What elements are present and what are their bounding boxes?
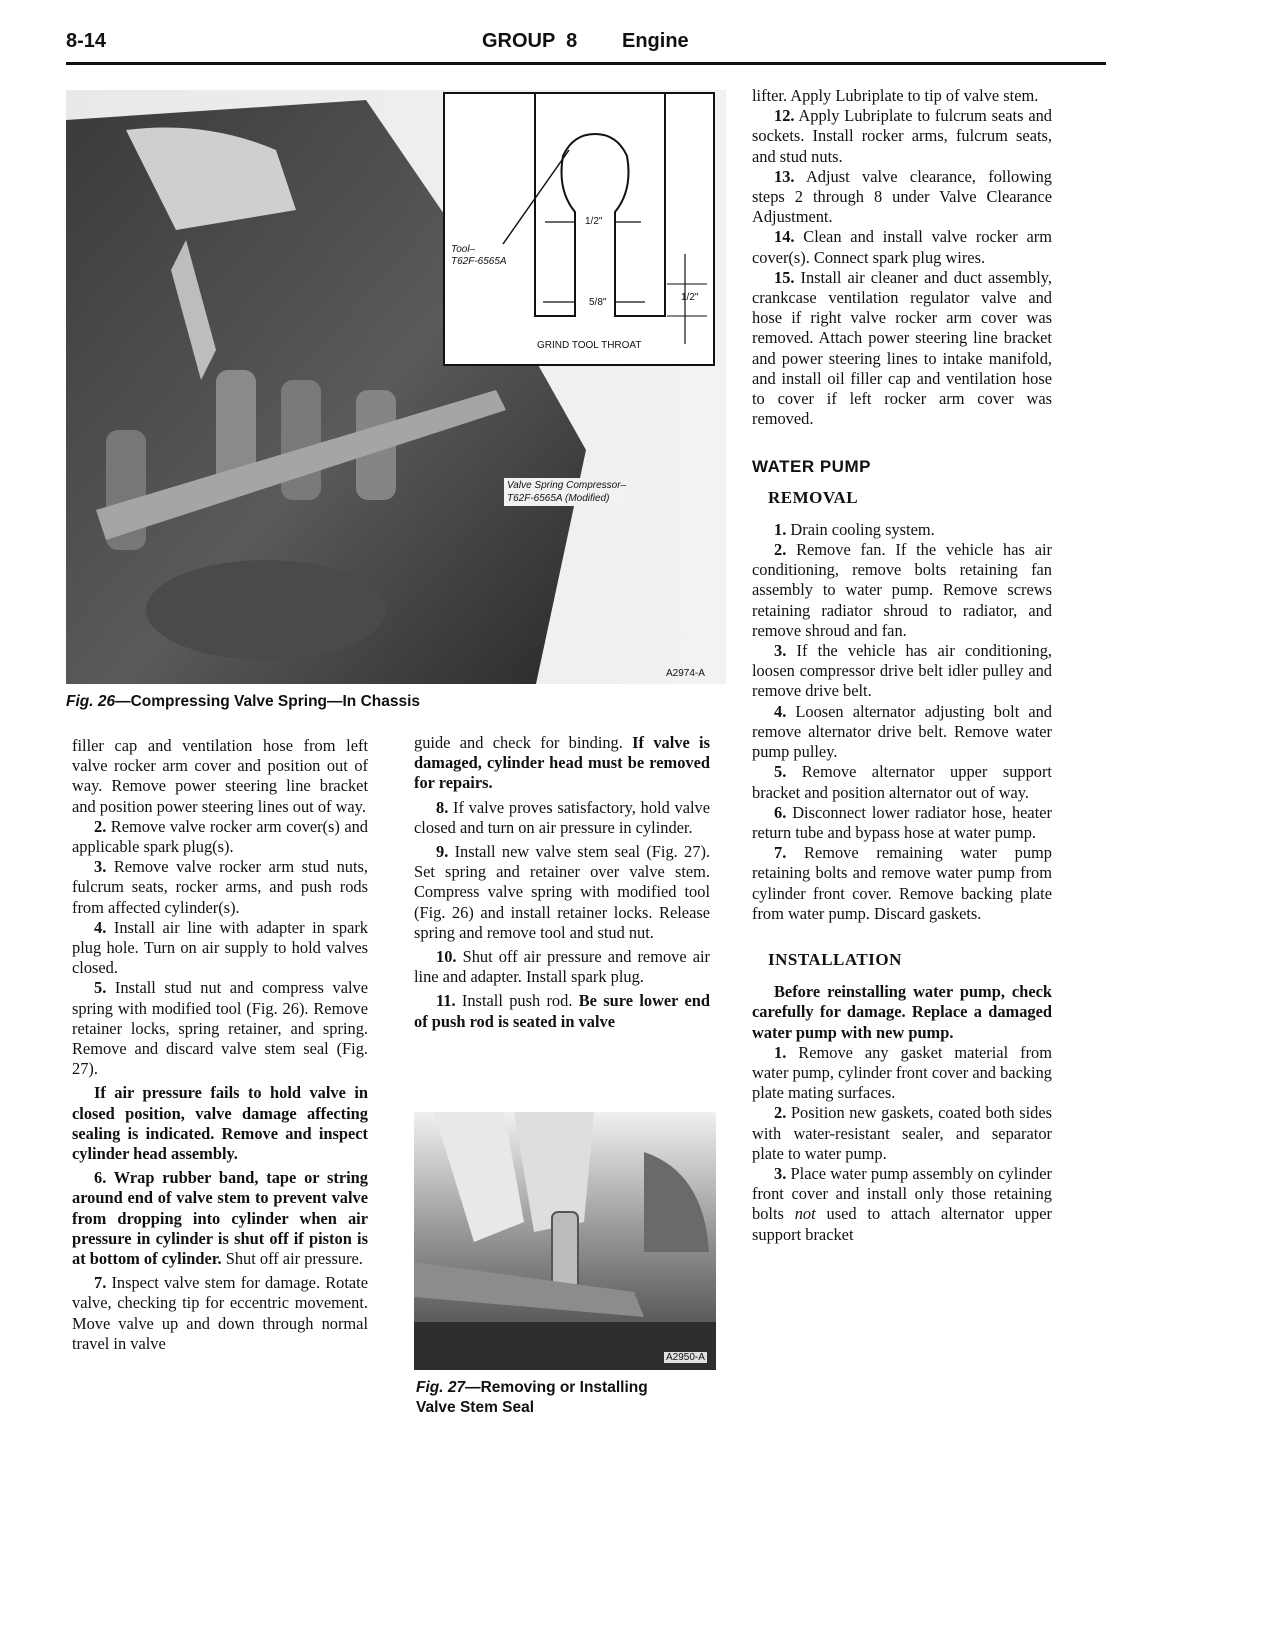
installation-step-2: 2. Position new gaskets, coated both sides with water-resistant sealer, and separator plate to water pump.	[752, 1103, 1052, 1163]
subheading-installation: INSTALLATION	[768, 949, 902, 969]
paragraph: lifter. Apply Lubriplate to tip of valve stem.	[752, 86, 1039, 105]
tool-callout: Tool– T62F-6565A	[451, 244, 507, 267]
step-11: 11. Install push rod. Be sure lower end of push rod is seated in valve	[414, 991, 710, 1031]
dimension-top: 1/2"	[585, 216, 603, 227]
figure-27	[414, 1112, 716, 1370]
removal-step-7: 7. Remove remaining water pump retaining bolts and remove water pump from cylinder front cover. Remove backing plate from water pump. Discard gaskets.	[752, 843, 1052, 923]
removal-step-1: 1. Drain cooling system.	[774, 519, 935, 539]
step-15: 15. Install air cleaner and duct assembly, crankcase ventilation regulator valve and hose if right valve rocker arm cover was removed. Attach power steering line bracket and power steering lines to intake manifold, and install oil filler cap and ventilation hose to cover if left rocker arm cover was removed.	[752, 267, 1052, 429]
removal-step-4: 4. Loosen alternator adjusting bolt and remove alternator drive belt. Remove water pump pulley.	[752, 701, 1052, 762]
figure-26	[66, 90, 726, 684]
page-number: 8-14	[66, 30, 107, 52]
subheading-removal: REMOVAL	[768, 487, 859, 507]
step-9: 9. Install new valve stem seal (Fig. 27). Set spring and retainer over valve stem. Compress valve spring with modified tool (Fig. 26) and install retainer locks. Release spring and remove tool and stud nut.	[414, 842, 710, 942]
figure-26-code: A2974-A	[666, 668, 705, 679]
step-7: 7. Inspect valve stem for damage. Rotate valve, checking tip for eccentric movement. Move valve up and down through normal travel in valve	[72, 1273, 368, 1353]
tool-diagram-panel	[443, 92, 715, 366]
dimension-bottom-right: 1/2"	[681, 292, 699, 303]
step-6: 6. Wrap rubber band, tape or string around end of valve stem to prevent valve from dropping into cylinder when air pressure in cylinder is shut off if piston is at bottom of cylinder. Shut off air pressure.	[72, 1168, 368, 1269]
installation-step-1: 1. Remove any gasket material from water pump, cylinder front cover and backing plate mating surfaces.	[752, 1042, 1052, 1103]
step-10: 10. Shut off air pressure and remove air line and adapter. Install spark plug.	[414, 947, 710, 987]
step-3: 3. Remove valve rocker arm stud nuts, fulcrum seats, rocker arms, and push rods from affected cylinder(s).	[72, 857, 368, 917]
header-rule	[66, 62, 1106, 65]
page-header	[66, 30, 1108, 64]
tool-diagram	[445, 94, 713, 364]
figure-27-code: A2950-A	[666, 1352, 705, 1363]
figure-26-caption: Fig. 26—Compressing Valve Spring—In Chassis	[66, 693, 421, 710]
step-5: 5. Install stud nut and compress valve spring with modified tool (Fig. 26). Remove retainer locks, spring retainer, and spring. Remove and discard valve stem seal (Fig. 27).	[72, 978, 368, 1079]
step-14: 14. Clean and install valve rocker arm cover(s). Connect spark plug wires.	[752, 227, 1052, 267]
removal-step-6: 6. Disconnect lower radiator hose, heater return tube and bypass hose at water pump.	[752, 802, 1052, 842]
section-title: Engine	[622, 30, 689, 52]
text-column-3	[752, 86, 1052, 1245]
text-column-2	[414, 733, 710, 1032]
removal-step-5: 5. Remove alternator upper support bracket and position alternator out of way.	[752, 762, 1052, 802]
figure-27-caption: Fig. 27—Removing or Installing Valve Stem Seal	[416, 1379, 648, 1416]
paragraph: filler cap and ventilation hose from left valve rocker arm cover and position out of way. Remove power steering line bracket and position power steering lines out of way.	[72, 736, 368, 816]
step-8: 8. If valve proves satisfactory, hold valve closed and turn on air pressure in cylinder.	[414, 797, 710, 837]
compressor-callout: Valve Spring Compressor– T62F-6565A (Modified)	[504, 478, 629, 506]
step-13: 13. Adjust valve clearance, following steps 2 through 8 under Valve Clearance Adjustment.	[752, 166, 1052, 227]
step-2: 2. Remove valve rocker arm cover(s) and applicable spark plug(s).	[72, 816, 368, 857]
removal-step-2: 2. Remove fan. If the vehicle has air conditioning, remove bolts retaining fan assembly to water pump. Remove screws retaining radiator shroud to radiator, and remove shroud and fan.	[752, 540, 1052, 640]
group-label: GROUP 8	[482, 30, 578, 52]
installation-step-3: 3. Place water pump assembly on cylinder front cover and install only those retaining bolts not used to attach alternator upper support bracket	[752, 1163, 1052, 1244]
text-column-1	[72, 736, 368, 1354]
figure-27-photo	[414, 1112, 716, 1370]
section-heading-water-pump: WATER PUMP	[752, 457, 871, 477]
warning-paragraph: If air pressure fails to hold valve in closed position, valve damage affecting sealing is indicated. Remove and inspect cylinder head assembly.	[72, 1083, 368, 1164]
grind-tool-throat-label: GRIND TOOL THROAT	[537, 340, 642, 351]
step-4: 4. Install air line with adapter in spark plug hole. Turn on air supply to hold valves closed.	[72, 917, 368, 978]
dimension-bottom-left: 5/8"	[589, 297, 607, 308]
step-12: 12. Apply Lubriplate to fulcrum seats and sockets. Install rocker arms, fulcrum seats, and stud nuts.	[752, 106, 1052, 166]
paragraph: guide and check for binding. If valve is damaged, cylinder head must be removed for repairs.	[414, 733, 710, 793]
removal-step-3: 3. If the vehicle has air conditioning, loosen compressor drive belt idler pulley and remove drive belt.	[752, 641, 1052, 701]
installation-warning: Before reinstalling water pump, check carefully for damage. Replace a damaged water pump with new pump.	[752, 982, 1052, 1042]
